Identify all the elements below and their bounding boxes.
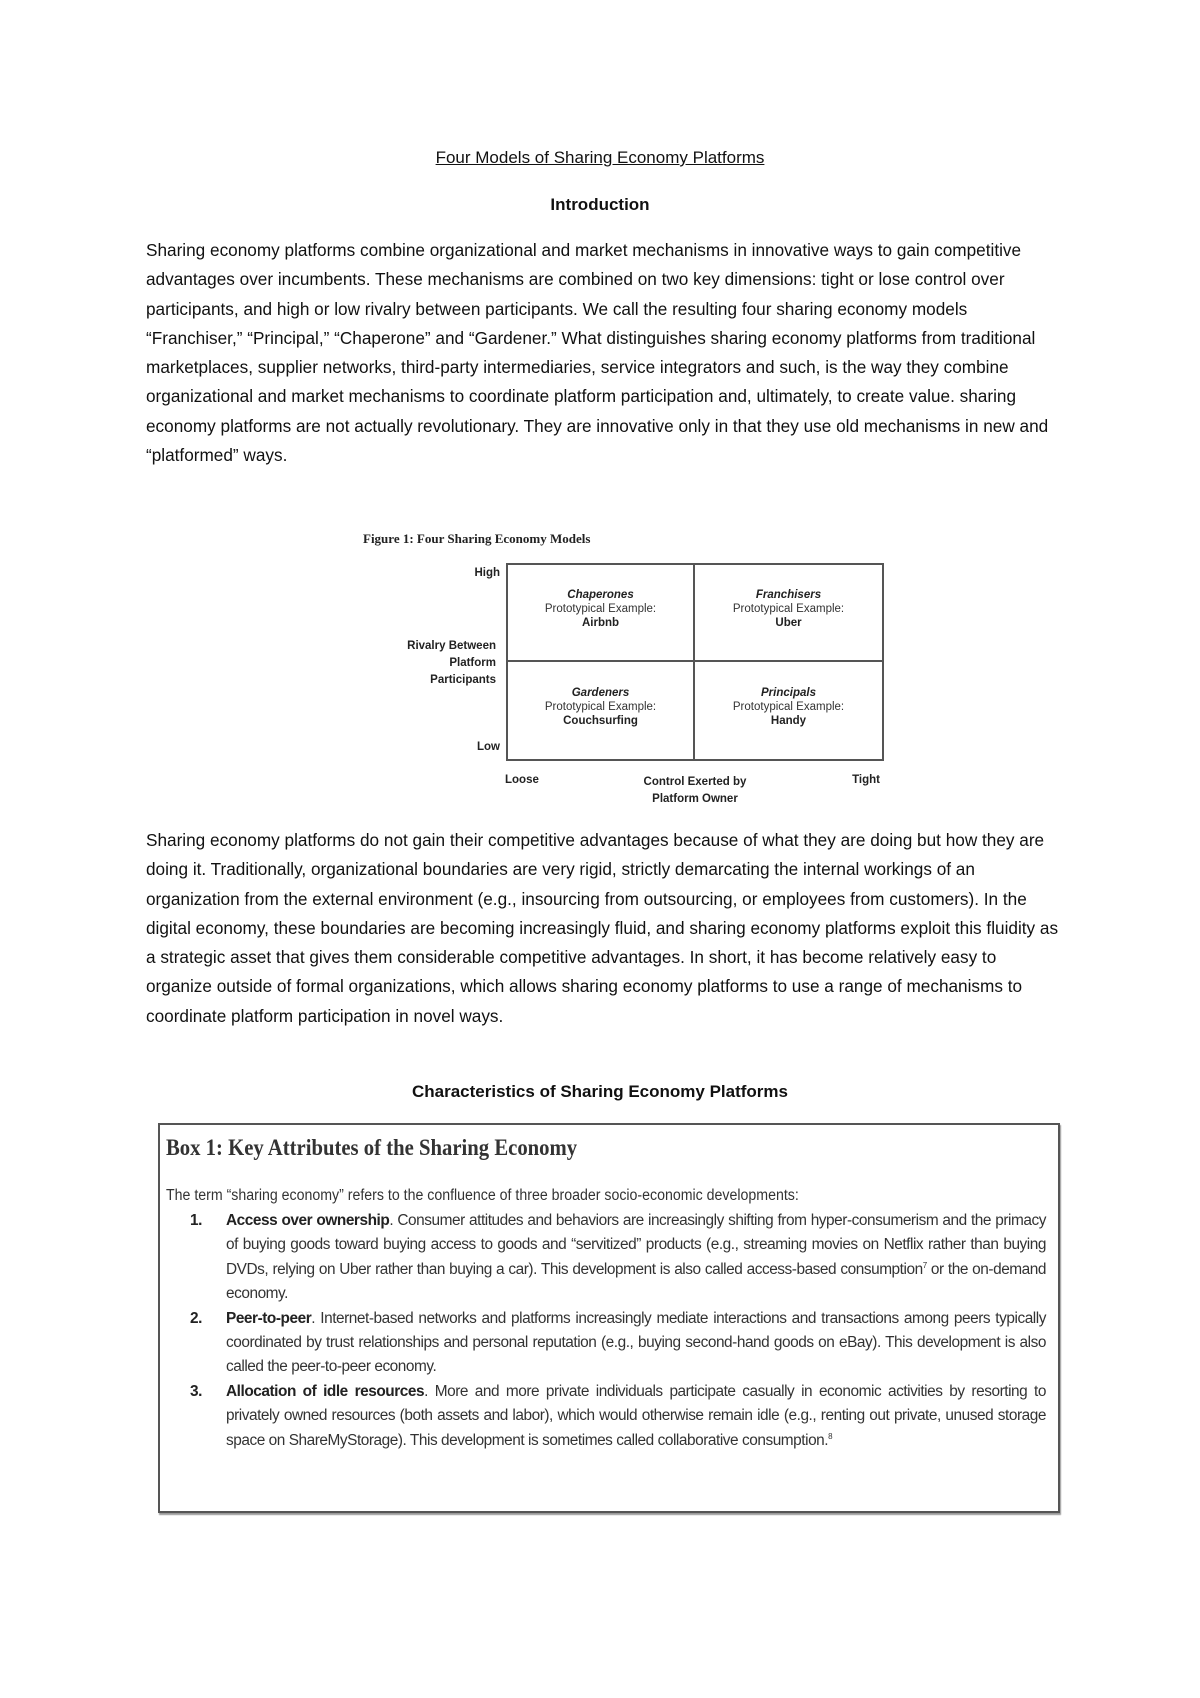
box-attribute-list	[166, 1209, 1046, 1453]
second-paragraph: Sharing economy platforms do not gain their competitive advantages because of what they are doing but how they are doing it. Traditionally, organizational boundaries are very rigid, strictly demarcating the internal workings of an organization from the external environment (e.g., insourcing from outsourcing, or employees from customers). In the digital economy, these boundaries are becoming increasingly fluid, and sharing economy platforms exploit this fluidity as a strategic asset that gives them considerable competitive advantages. In short, it has become relatively easy to organize outside of formal organizations, which allows sharing economy platforms to use a range of mechanisms to coordinate platform participation in novel ways.	[146, 830, 1059, 1026]
quadrant-example: Couchsurfing	[563, 714, 638, 727]
box-title: Box 1: Key Attributes of the Sharing Economy	[166, 1135, 578, 1160]
box-intro: The term “sharing economy” refers to the confluence of three broader socio-economic developments:	[166, 1187, 799, 1204]
section-heading-introduction: Introduction	[550, 195, 650, 214]
document-title: Four Models of Sharing Economy Platforms	[435, 148, 765, 167]
quadrant-name: Principals	[761, 686, 816, 699]
section-heading-characteristics: Characteristics of Sharing Economy Platforms	[412, 1082, 788, 1101]
x-axis-loose-label: Loose	[505, 774, 539, 786]
quadrant-franchisers	[695, 565, 882, 662]
quadrant-example: Uber	[775, 616, 802, 629]
y-axis-title: Rivalry Between Platform Participants	[407, 640, 496, 686]
attribute-item-idle-resources: 3. Allocation of idle resources. More and more private individuals participate casually in economic activities by resorting to privately owned resources (both assets and labor), which would otherwise remain idle (e.g., renting out private, unused storage space on ShareMyStorage). This development is sometimes called collaborative consumption.$^8$	[190, 1382, 1046, 1449]
x-axis-tight-label: Tight	[852, 774, 880, 786]
x-axis-title: Control Exerted by Platform Owner	[643, 776, 747, 805]
attribute-item-peer-to-peer: 2. Peer-to-peer. Internet-based networks and platforms increasingly mediate interactions and transactions among peers typically coordinated by trust relationships and personal reputation (e.g., buying second-hand goods on eBay). This development is also called the peer-to-peer economy.	[190, 1309, 1046, 1376]
quadrant-name: Gardeners	[571, 686, 630, 699]
quadrant-example-label: Prototypical Example:	[544, 700, 657, 713]
box-key-attributes	[158, 1123, 1060, 1513]
quadrant-name: Chaperones	[567, 588, 634, 601]
quadrant-gardeners	[508, 662, 695, 759]
attribute-lead: Access over ownership	[226, 1212, 390, 1229]
quadrant-chaperones	[508, 565, 695, 662]
quadrant-example: Airbnb	[581, 616, 620, 629]
quadrant-name: Franchisers	[755, 588, 822, 601]
attribute-lead: Allocation of idle resources	[226, 1382, 425, 1400]
quadrant-example: Handy	[770, 714, 807, 727]
quadrant-example-label: Prototypical Example:	[732, 700, 845, 713]
quadrant-grid	[506, 563, 884, 761]
quadrant-example-label: Prototypical Example:	[544, 602, 657, 615]
figure-caption: Figure 1: Four Sharing Economy Models	[363, 531, 591, 546]
figure-four-models	[360, 530, 900, 810]
footnote-ref: 7	[922, 1260, 927, 1270]
y-axis-low-label: Low	[477, 741, 500, 753]
attribute-item-access-over-ownership: 1. Access over ownership. Consumer attitudes and behaviors are increasingly shifting from hyper-consumerism and the primacy of buying goods toward buying access to goods and “servitized” products (e.g., streaming movies on Netflix rather than buying DVDs, relying on Uber rather than buying a car). This development is also called access-based consumption$^7$ or the on-demand economy.	[190, 1212, 1046, 1303]
footnote-ref: 8	[828, 1431, 833, 1441]
introduction-paragraph: Sharing economy platforms combine organizational and market mechanisms in innovative ways to gain competitive advantages over incumbents. These mechanisms are combined on two key dimensions: tight or lose control over participants, and high or low rivalry between participants. We call the resulting four sharing economy models “Franchiser,” “Principal,” “Chaperone” and “Gardener.” What distinguishes sharing economy platforms from traditional marketplaces, supplier networks, third-party intermediaries, service integrators and such, is the way they combine organizational and market mechanisms to coordinate platform participation and, ultimately, to create value. sharing economy platforms are not actually revolutionary. They are innovative only in that they use old mechanisms in new and “platformed” ways.	[146, 240, 1049, 466]
attribute-lead: Peer-to-peer	[226, 1309, 312, 1327]
y-axis-high-label: High	[474, 567, 500, 579]
quadrant-example-label: Prototypical Example:	[732, 602, 845, 615]
quadrant-principals	[695, 662, 882, 759]
